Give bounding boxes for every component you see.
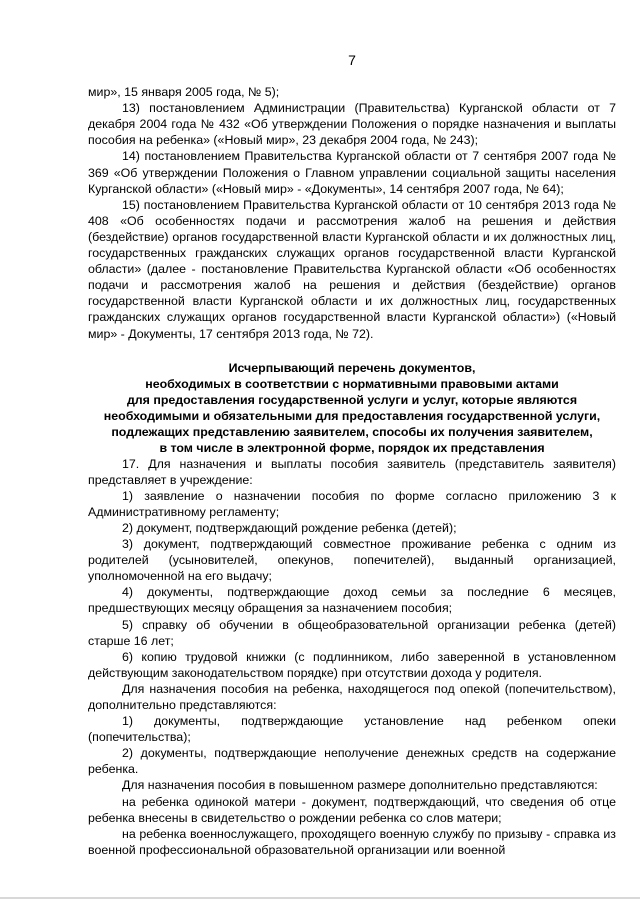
paragraph: 2) документы, подтверждающие неполучение денежных средств на содержание ребенка.: [88, 746, 616, 777]
heading-line: в том числе в электронной форме, порядок их представления: [159, 440, 545, 455]
paragraph: 15) постановлением Правительства Курганской области от 10 сентября 2013 года № 408 «Об особенностях подачи и рассмотрения жалоб на решения и действия (бездействие) органов государственной власти Курганской области и их должностных лиц, государственных гражданских служащих органов государственной власти Курганской области» (далее - постановление Правительства Курганской области «Об особенностях подачи и рассмотрения жалоб на решения и действия (бездействие) органов государственной власти Курганской области и их должностных лиц, государственных гражданских служащих органов государственной власти Курганской области») («Новый мир» - Документы, 17 сентября 2013 года, № 72).: [88, 197, 616, 341]
paragraphs-top: [88, 84, 616, 342]
paragraph: 5) справку об обучении в общеобразовательной организации ребенка (детей) старше 16 лет;: [88, 617, 616, 648]
heading-line: необходимыми и обязательными для предоставления государственной услуги,: [103, 408, 601, 423]
paragraph: Для назначения пособия на ребенка, находящегося под опекой (попечительством), дополнительно представляются:: [88, 681, 616, 712]
paragraphs-bottom: [88, 456, 616, 858]
paragraph: мир», 15 января 2005 года, № 5);: [88, 85, 280, 100]
paragraph: 3) документ, подтверждающий совместное проживание ребенка с одним из родителей (усыновителей, опекунов, попечителей), выданный организацией, уполномоченной на его выдачу;: [88, 537, 616, 584]
heading-line: Исчерпывающий перечень документов,: [228, 360, 476, 375]
heading-line: необходимых в соответствии с нормативными правовыми актами: [145, 376, 559, 391]
paragraph: 17. Для назначения и выплаты пособия заявитель (представитель заявителя) представляет в учреждение:: [88, 456, 616, 487]
document-page: [88, 52, 616, 858]
paragraph: 2) документ, подтверждающий рождение ребенка (детей);: [122, 520, 457, 535]
paragraph: на ребенка одинокой матери - документ, подтверждающий, что сведения об отце ребенка внесены в свидетельство о рождении ребенка со слов матери;: [88, 794, 616, 825]
heading-line: для предоставления государственной услуги и услуг, которые являются: [126, 392, 578, 407]
page-number: 7: [348, 52, 356, 68]
paragraph: 14) постановлением Правительства Курганской области от 7 сентября 2007 года № 369 «Об утверждении Положения о Главном управлении социальной защиты населения Курганской области» («Новый мир» - «Документы», 14 сентября 2007 года, № 64);: [88, 149, 616, 196]
heading-line: подлежащих представлению заявителем, способы их получения заявителем,: [111, 424, 593, 439]
section-heading: [88, 360, 616, 456]
scan-edge: [0, 897, 640, 899]
paragraph: 1) заявление о назначении пособия по форме согласно приложению 3 к Административному регламенту;: [88, 488, 616, 519]
paragraph: 13) постановлением Администрации (Правительства) Курганской области от 7 декабря 2004 года № 432 «Об утверждении Положения о порядке назначения и выплаты пособия на ребенка» («Новый мир», 23 декабря 2004 года, № 243);: [88, 101, 616, 148]
paragraph: Для назначения пособия в повышенном размере дополнительно представляются:: [122, 778, 598, 793]
paragraph: 6) копию трудовой книжки (с подлинником, либо заверенной в установленном действующим законодательством порядке) при отсутствии дохода у родителя.: [88, 649, 616, 680]
paragraph: 1) документы, подтверждающие установление над ребенком опеки (попечительства);: [88, 714, 616, 745]
paragraph: на ребенка военнослужащего, проходящего военную службу по призыву - справка из военной профессиональной образовательной организации или военной: [88, 826, 616, 857]
paragraph: 4) документы, подтверждающие доход семьи за последние 6 месяцев, предшествующих месяцу обращения за назначением пособия;: [88, 585, 616, 616]
